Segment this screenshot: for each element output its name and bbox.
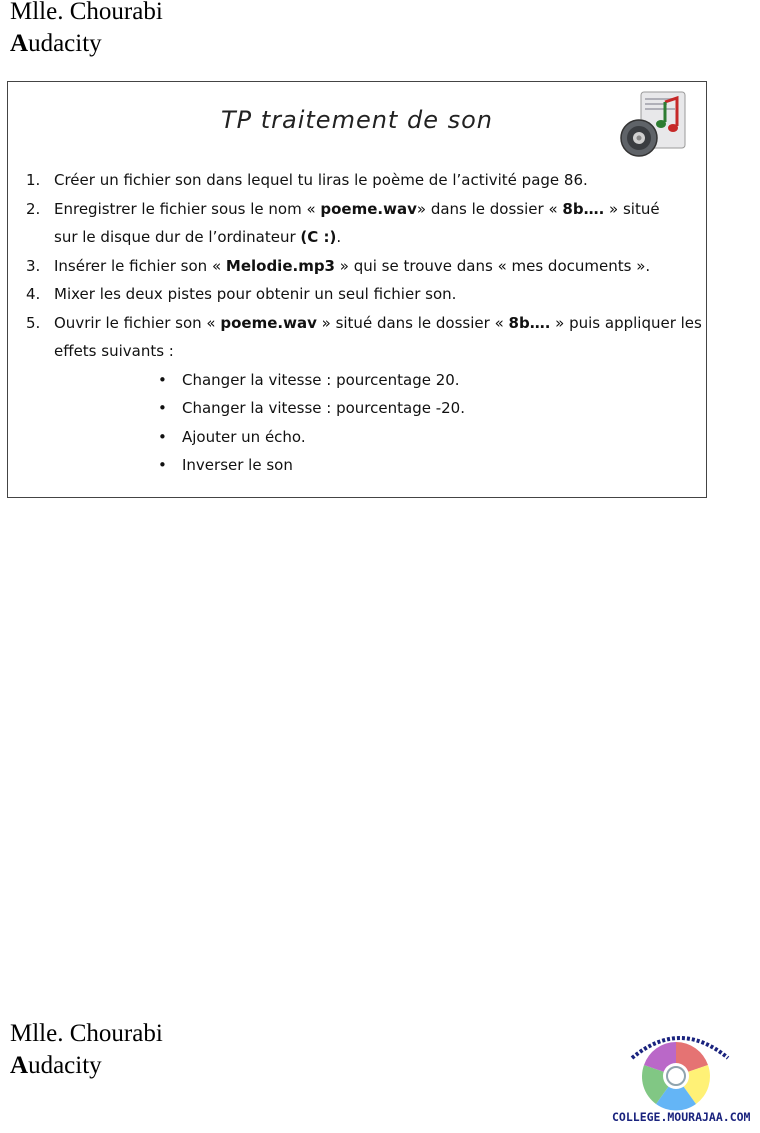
- step-text-part: Insérer le fichier son «: [54, 256, 226, 275]
- step-text: Mixer les deux pistes pour obtenir un seul fichier son.: [54, 285, 457, 303]
- step-text-part: » situé: [604, 199, 660, 218]
- effect-item: [158, 366, 706, 395]
- effect-item: [158, 423, 706, 452]
- bullet-icon: •: [158, 427, 167, 446]
- step-number: 3.: [26, 256, 41, 275]
- file-name: Melodie.mp3: [225, 256, 335, 275]
- effect-text: Changer la vitesse : pourcentage 20.: [182, 370, 460, 389]
- step-text: Créer un fichier son dans lequel tu liras le poème de l’activité page 86.: [54, 171, 588, 189]
- teacher-name: Mlle. Chourabi: [10, 1020, 163, 1047]
- step-number: 2.: [26, 199, 41, 218]
- step-text-part: » qui se trouve dans « mes documents ».: [335, 256, 651, 275]
- step-text-part: » dans le dossier «: [416, 199, 563, 218]
- step-text-part: Enregistrer le fichier sous le nom «: [54, 199, 321, 218]
- step-3: [26, 252, 706, 281]
- folder-name: 8b….: [562, 199, 605, 218]
- file-name: poeme.wav: [220, 313, 317, 332]
- bullet-icon: •: [158, 456, 167, 474]
- tp-box: [7, 81, 707, 498]
- speaker-music-icon: [619, 88, 691, 162]
- step-text-line2: [54, 223, 706, 252]
- step-text-part: » puis appliquer les: [550, 313, 702, 332]
- effect-text: Ajouter un écho.: [182, 427, 306, 446]
- step-4: [26, 280, 706, 309]
- effects-list: [26, 366, 706, 480]
- step-text: [54, 309, 706, 338]
- step-text-part: sur le disque dur de l’ordinateur: [54, 228, 301, 246]
- effect-text: Changer la vitesse : pourcentage -20.: [182, 399, 465, 417]
- step-1: [26, 166, 706, 195]
- step-text-part: Ouvrir le fichier son «: [54, 313, 221, 332]
- bullet-icon: •: [158, 399, 167, 417]
- page-footer-header: [10, 1018, 163, 1082]
- subject-name: [10, 1050, 163, 1082]
- subject-rest: udacity: [28, 1052, 102, 1079]
- subject-initial: A: [10, 1052, 29, 1079]
- bullet-icon: •: [158, 370, 167, 389]
- teacher-name: Mlle. Chourabi: [10, 0, 163, 25]
- step-number: 1.: [26, 171, 41, 189]
- tp-title: TP traitement de son: [220, 106, 493, 134]
- effect-item: [158, 394, 706, 423]
- step-text: [54, 252, 706, 281]
- step-text-part: » situé dans le dossier «: [316, 313, 509, 332]
- step-text: [54, 195, 706, 224]
- steps-list: [26, 166, 706, 480]
- effect-text: Inverser le son: [182, 456, 293, 474]
- step-number: 4.: [26, 285, 41, 303]
- page-header: [10, 0, 163, 60]
- step-5: [26, 309, 706, 366]
- college-logo-text: COLLEGE.MOURAJAA.COM: [612, 1110, 751, 1124]
- file-name: poeme.wav: [320, 199, 417, 218]
- subject-initial: A: [10, 30, 29, 57]
- step-text-part: .: [336, 228, 342, 246]
- step-number: 5.: [26, 313, 41, 332]
- step-2: [26, 195, 706, 252]
- subject-name: [10, 28, 163, 60]
- subject-rest: udacity: [28, 30, 102, 57]
- effect-item: [158, 451, 706, 480]
- folder-name: 8b….: [508, 313, 551, 332]
- drive-name: (C :): [300, 228, 337, 246]
- step-text-line2: effets suivants :: [54, 342, 174, 360]
